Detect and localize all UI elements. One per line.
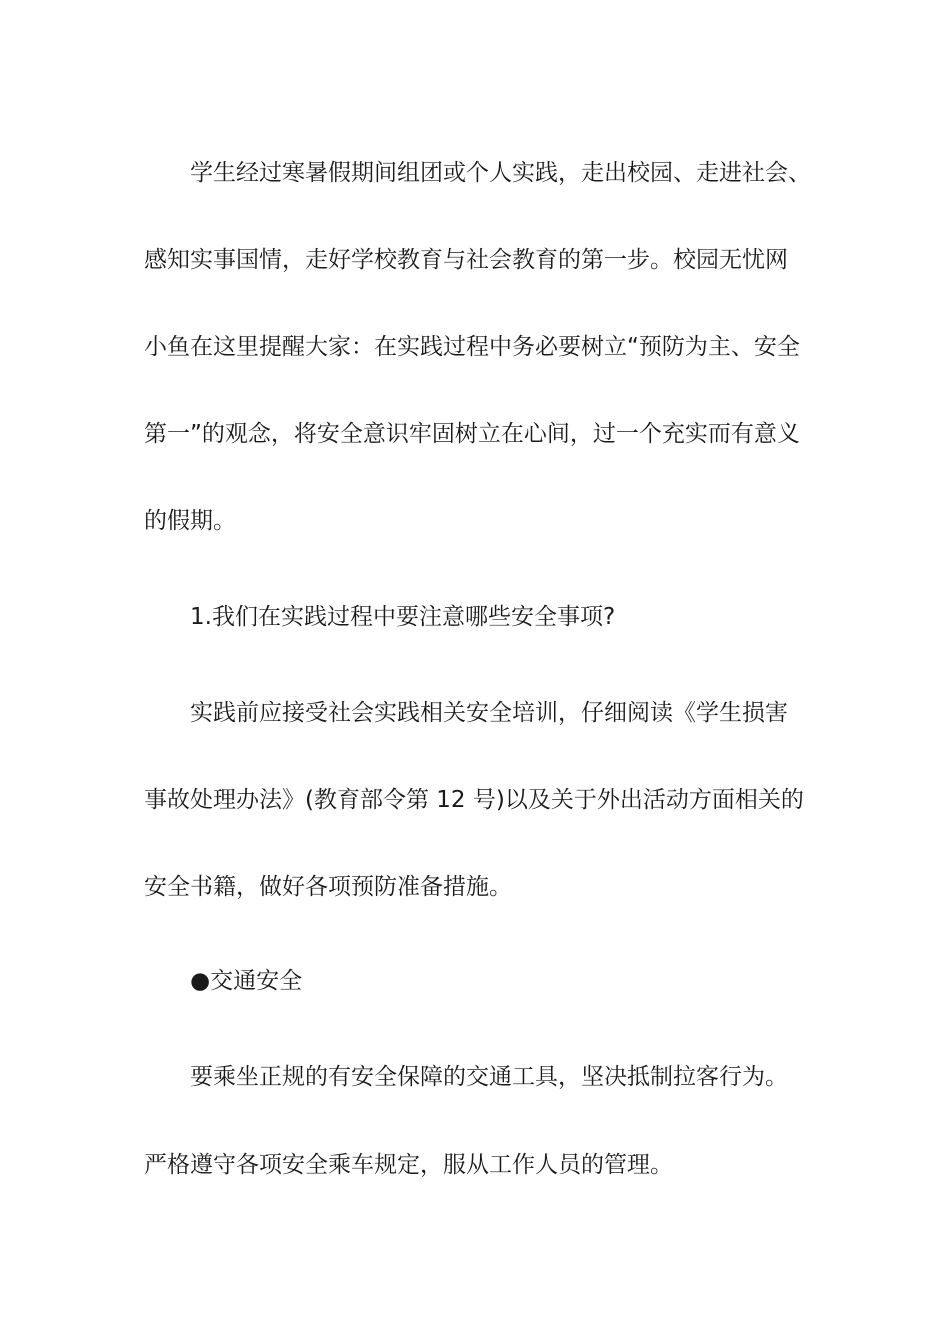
paragraph-2-line-2: 事故处理办法》(教育部令第 12 号)以及关于外出活动方面相关的 <box>144 787 804 813</box>
paragraph-2-line-1: 实践前应接受社会实践相关安全培训，仔细阅读《学生损害 <box>190 700 788 726</box>
paragraph-2-line-3: 安全书籍，做好各项预防准备措施。 <box>144 874 512 900</box>
heading-traffic-safety: ●交通安全 <box>190 968 303 994</box>
paragraph-1-line-2: 感知实事国情，走好学校教育与社会教育的第一步。校园无忧网 <box>144 247 788 273</box>
paragraph-3-line-2: 严格遵守各项安全乘车规定，服从工作人员的管理。 <box>144 1152 673 1178</box>
paragraph-1-line-1: 学生经过寒暑假期间组团或个人实践，走出校园、走进社会、 <box>190 160 811 186</box>
paragraph-1-line-5: 的假期。 <box>144 508 236 534</box>
paragraph-1-line-4: 第一”的观念，将安全意识牢固树立在心间，过一个充实而有意义 <box>144 421 800 447</box>
paragraph-3-line-1: 要乘坐正规的有安全保障的交通工具，坚决抵制拉客行为。 <box>190 1064 788 1090</box>
paragraph-1-line-3: 小鱼在这里提醒大家：在实践过程中务必要树立“预防为主、安全 <box>144 334 800 360</box>
question-1: 1.我们在实践过程中要注意哪些安全事项? <box>190 604 616 630</box>
